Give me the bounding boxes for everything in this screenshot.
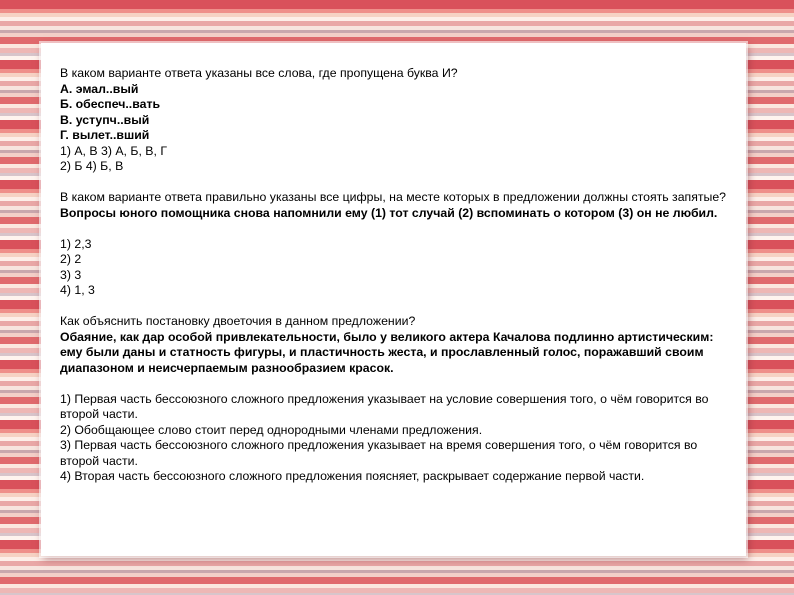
question-3-answer-2: 2) Обобщающее слово стоит перед однородными членами предложения. (60, 422, 483, 437)
question-3-answer-4: 4) Вторая часть бессоюзного сложного предложения поясняет, раскрывает содержание первой части. (60, 469, 645, 483)
spacer (60, 175, 729, 191)
spacer (60, 221, 729, 237)
question-3-answer-1: 1) Первая часть бессоюзного сложного предложения указывает на условие совершения того, о чём говорится во второй части. (60, 391, 709, 421)
slide-card (41, 43, 746, 556)
question-3-sentence: Обаяние, как дар особой привлекательности, было у великого актера Качалова подлинно артистическим: ему были даны и статность фигуры, и пластичность жеста, и прославленный голос, поражавший своим диапазоном и неисчерпаемым разнообразием красок. (60, 329, 714, 375)
question-2-sentence: Вопросы юного помощника снова напомнили ему (1) тот случай (2) вспоминать о котором (3) он не любил. (60, 205, 718, 220)
spacer (60, 376, 729, 392)
question-3-answer-3: 3) Первая часть бессоюзного сложного предложения указывает на время совершения того, о чём говорится во второй части. (60, 438, 698, 468)
question-2-answer-2: 2) 2 (60, 252, 82, 266)
question-2-answer-1: 1) 2,3 (60, 236, 92, 251)
question-2-prompt: В каком варианте ответа правильно указаны все цифры, на месте которых в предложении должны стоять запятые? (60, 190, 727, 204)
question-1-prompt: В каком варианте ответа указаны все слова, где пропущена буква И? (60, 66, 458, 80)
question-1-item-a: А. эмал..вый (60, 81, 139, 96)
question-1-item-g: Г. вылет..вший (60, 128, 150, 142)
question-1-answers-row-1: 1) А, В 3) А, Б, В, Г (60, 143, 167, 158)
question-1-item-v: В. уступч..вый (60, 112, 150, 127)
question-3-prompt: Как объяснить постановку двоеточия в данном предложении? (60, 314, 416, 328)
question-2-answer-3: 3) 3 (60, 267, 82, 282)
spacer (60, 299, 729, 315)
question-1-item-b: Б. обеспеч..вать (60, 97, 161, 111)
question-2-answer-4: 4) 1, 3 (60, 283, 95, 297)
question-1-answers-row-2: 2) Б 4) Б, В (60, 159, 124, 173)
